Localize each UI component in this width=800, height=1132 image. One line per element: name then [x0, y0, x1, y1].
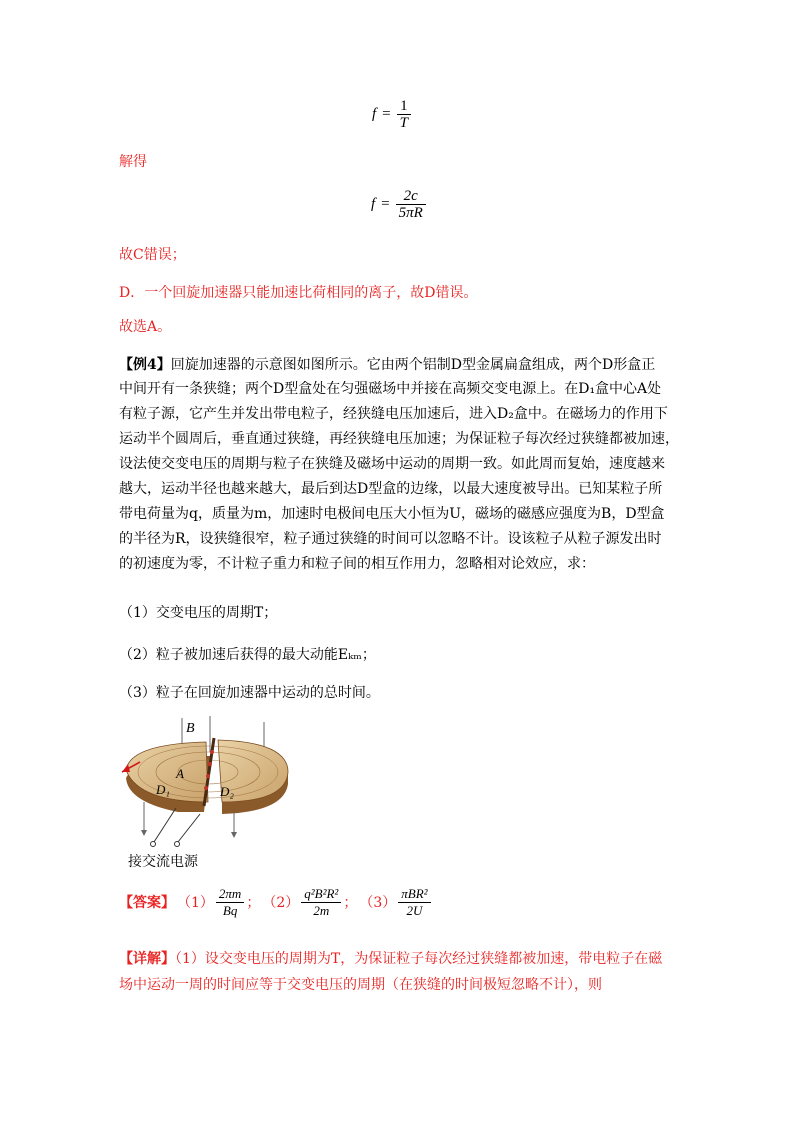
- label-D1: D₁: [156, 782, 170, 797]
- particle-dot: [210, 750, 214, 754]
- cyclotron-figure: [118, 716, 298, 876]
- example-paragraph: [119, 356, 689, 580]
- answer-part-2: （2）: [262, 894, 300, 911]
- example-line-4: 运动半个圆周后，垂直通过狭缝，再经狭缝电压加速；为保证粒子每次经过狭缝都被加速，: [119, 431, 679, 447]
- example-line-5: 设法使交变电压的周期与粒子在狭缝及磁场中运动的周期一致。如此周而复始，速度越来: [119, 456, 665, 472]
- final-choice: 故选A。: [119, 319, 172, 335]
- label-D2: D₂: [220, 784, 234, 799]
- answer-tag: 【答案】: [119, 894, 175, 911]
- eq2-denominator: 5πR: [398, 205, 423, 221]
- answer-3-fraction: $\frac{\text{πBR²}}{2U}$: [398, 886, 430, 919]
- field-arrow-head: [231, 832, 237, 838]
- label-A: A: [176, 766, 184, 781]
- figure-caption: 接交流电源: [128, 854, 198, 870]
- particle-dot: [208, 762, 212, 766]
- conclusion-c: 故C错误；: [119, 247, 186, 263]
- conclusion-d: D．一个回旋加速器只能加速比荷相同的离子，故D错误。: [119, 285, 478, 301]
- eq1-denominator: T: [399, 115, 408, 131]
- eq1-fraction: [397, 98, 411, 131]
- answer-part-3: （3）: [359, 894, 397, 911]
- example-line-8: 的半径为R，设狭缝很窄，粒子通过狭缝的时间可以忽略不计。设该粒子从粒子源发出时: [119, 531, 662, 547]
- eq1-lhs: f: [372, 106, 377, 122]
- example-tag: 【例4】: [119, 357, 171, 373]
- answer-2-fraction: $\frac{\text{q²B²R²}}{2m}$: [301, 886, 341, 919]
- terminal: [175, 842, 180, 847]
- eq2-lhs: f: [371, 196, 376, 212]
- lead-wire: [154, 808, 176, 842]
- example-line-6: 越大，运动半径也越来越大，最后到达D型盒的边缘，以最大速度被导出。已知某粒子所: [119, 481, 663, 497]
- solve-label: 解得: [119, 154, 147, 170]
- particle-dot: [204, 786, 208, 790]
- example-line-1: 【例4】回旋加速器的示意图如图所示。它由两个铝制D型金属扁盒组成，两个D形盒正: [119, 357, 656, 373]
- terminal: [151, 842, 156, 847]
- eq1-numerator: 1: [400, 98, 408, 114]
- answer-sep-2: ；: [343, 894, 358, 911]
- example-line-7: 带电荷量为q，质量为m，加速时电极间电压大小恒为U，磁场的磁感应强度为B，D型盒: [119, 506, 665, 522]
- answer-part-1: （1）: [177, 894, 214, 911]
- label-B: B: [186, 721, 195, 736]
- lead-wire: [178, 814, 200, 842]
- question-2: （2）粒子被加速后获得的最大动能Eₖₘ；: [119, 647, 376, 663]
- example-line-2: 中间开有一条狭缝；两个D型盒处在匀强磁场中并接在高频交变电源上。在D₁盒中心A处: [119, 381, 662, 397]
- eq2-fraction: [396, 188, 426, 221]
- eq1-equals: =: [382, 106, 391, 122]
- example-line-3: 有粒子源，它产生并发出带电粒子，经狭缝电压加速后，进入D₂盒中。在磁场力的作用下: [119, 406, 668, 422]
- answer-sep-1: ；: [246, 894, 261, 911]
- answer-1-fraction: $\frac{2\pi m}{Bq}$: [216, 886, 244, 919]
- question-3: （3）粒子在回旋加速器中运动的总时间。: [119, 685, 380, 701]
- detail-line-2: 场中运动一周的时间应等于交变电压的周期（在狭缝的时间极短忽略不计），则: [119, 977, 602, 993]
- question-1: （1）交变电压的周期T；: [119, 605, 278, 621]
- equation-f-equals-1-over-T: [372, 98, 411, 131]
- equation-f-equals-2c-over-5piR: [371, 188, 426, 221]
- detail-tag: 【详解】: [119, 951, 175, 967]
- answer-row: [119, 886, 431, 919]
- particle-dot: [206, 774, 210, 778]
- example-line-9: 的初速度为零，不计粒子重力和粒子间的相互作用力，忽略相对论效应，求：: [119, 556, 595, 572]
- eq2-numerator: 2c: [403, 188, 418, 204]
- eq2-equals: =: [381, 196, 390, 212]
- field-arrow-head: [141, 830, 147, 836]
- detail-line-1: 【详解】（1）设交变电压的周期为T，为保证粒子每次经过狭缝都被加速，带电粒子在磁: [119, 951, 663, 967]
